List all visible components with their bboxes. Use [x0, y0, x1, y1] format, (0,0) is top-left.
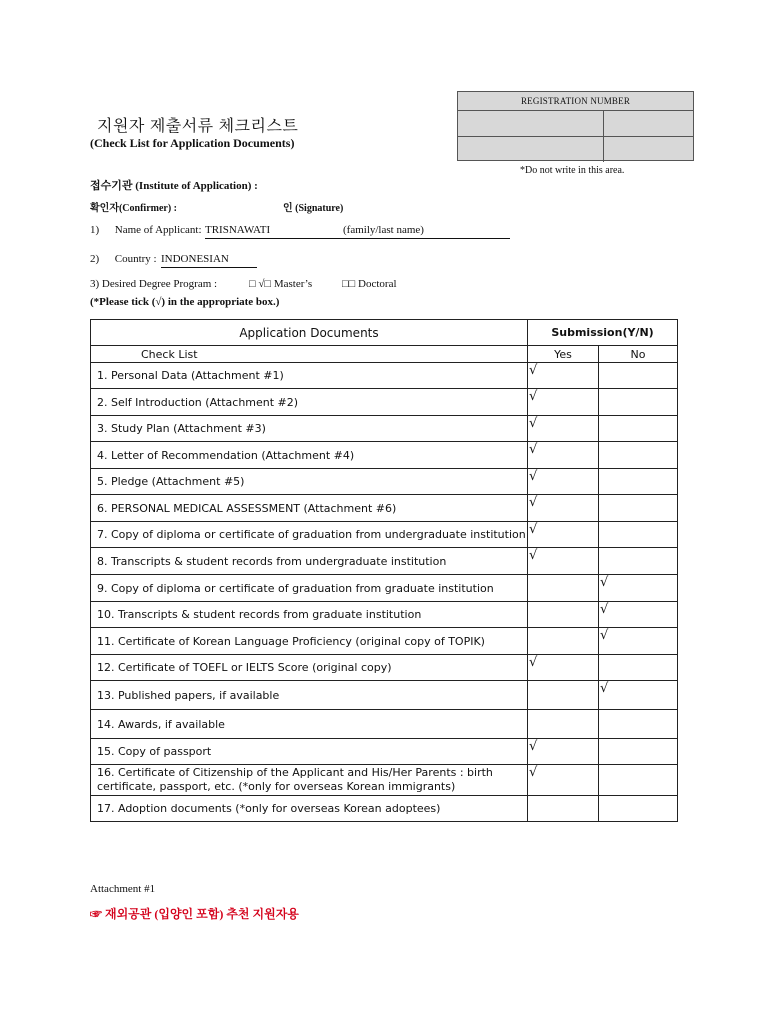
document-label: 4. Letter of Recommendation (Attachment #4): [91, 442, 528, 469]
yes-cell[interactable]: [528, 628, 599, 655]
no-cell[interactable]: [599, 416, 678, 442]
institute-label-korean: 접수기관: [90, 180, 133, 192]
applicant-name-label: Name of Applicant:: [114, 224, 202, 236]
page-title-korean: 지원자 제출서류 체크리스트: [97, 118, 299, 135]
yes-cell[interactable]: √: [528, 389, 599, 416]
no-cell[interactable]: √: [599, 575, 678, 602]
yes-cell[interactable]: √: [528, 469, 599, 495]
table-row: [91, 442, 678, 469]
no-cell[interactable]: [599, 495, 678, 522]
table-row: [91, 710, 678, 739]
yes-cell[interactable]: √: [528, 363, 599, 389]
yes-cell[interactable]: √: [528, 416, 599, 442]
institute-line: [90, 177, 258, 193]
document-label: 10. Transcripts & student records from graduate institution: [91, 602, 528, 628]
institute-label-english: (Institute of Application) :: [135, 180, 258, 192]
no-cell[interactable]: [599, 363, 678, 389]
document-label: 9. Copy of diploma or certificate of graduation from graduate institution: [91, 575, 528, 602]
document-label: 12. Certificate of TOEFL or IELTS Score (original copy): [91, 655, 528, 681]
yes-cell[interactable]: √: [528, 442, 599, 469]
country-label: Country :: [114, 253, 157, 265]
table-row: [91, 739, 678, 765]
registration-cell: [604, 111, 693, 136]
table-row: [91, 796, 678, 822]
yes-cell[interactable]: [528, 575, 599, 602]
degree-program-label: 3) Desired Degree Program :: [90, 278, 218, 290]
no-cell[interactable]: [599, 548, 678, 575]
no-cell[interactable]: [599, 469, 678, 495]
no-cell[interactable]: [599, 710, 678, 739]
yes-cell[interactable]: √: [528, 739, 599, 765]
document-label: 17. Adoption documents (*only for overseas Korean adoptees): [91, 796, 528, 822]
document-label: 14. Awards, if available: [91, 710, 528, 739]
document-label: 16. Certificate of Citizenship of the Applicant and His/Her Parents : birth certificate, passport, etc. (*only for overseas Korean immigrants): [91, 765, 528, 796]
document-label: 13. Published papers, if available: [91, 681, 528, 710]
yes-cell[interactable]: [528, 796, 599, 822]
yes-cell[interactable]: [528, 602, 599, 628]
table-subheader-row: [91, 346, 678, 363]
no-cell[interactable]: √: [599, 602, 678, 628]
doctoral-checkbox[interactable]: □□ Doctoral: [342, 278, 397, 290]
document-label: 1. Personal Data (Attachment #1): [91, 363, 528, 389]
tick-instruction: (*Please tick (√) in the appropriate box.): [90, 296, 280, 308]
confirmer-label: 확인자(Confirmer) :: [90, 203, 178, 214]
yes-cell[interactable]: √: [528, 522, 599, 548]
yes-cell[interactable]: [528, 710, 599, 739]
registration-cell: [458, 111, 604, 136]
table-row: [91, 522, 678, 548]
yes-header: Yes: [528, 346, 599, 363]
table-row: [91, 416, 678, 442]
country-field[interactable]: INDONESIAN: [161, 253, 257, 268]
attachment-note-korean: ☞ 재외공관 (입양인 포함) 추천 지원자용: [90, 907, 299, 921]
document-label: 3. Study Plan (Attachment #3): [91, 416, 528, 442]
page-title-english: (Check List for Application Documents): [90, 136, 295, 150]
checklist-header: Check List: [91, 346, 528, 363]
table-row: [91, 495, 678, 522]
no-cell[interactable]: [599, 655, 678, 681]
applicant-name-field[interactable]: TRISNAWATI: [205, 224, 510, 239]
documents-table: [90, 319, 678, 822]
yes-cell[interactable]: √: [528, 495, 599, 522]
document-label: 8. Transcripts & student records from undergraduate institution: [91, 548, 528, 575]
table-row: [91, 389, 678, 416]
table-row: [91, 628, 678, 655]
no-cell[interactable]: [599, 765, 678, 796]
no-cell[interactable]: [599, 739, 678, 765]
table-header-row: [91, 320, 678, 346]
registration-row: [458, 111, 693, 137]
field-number: 1): [90, 224, 100, 236]
table-row: [91, 655, 678, 681]
field-number: 2): [90, 253, 100, 265]
no-cell[interactable]: [599, 389, 678, 416]
yes-cell[interactable]: √: [528, 765, 599, 796]
document-label: 11. Certificate of Korean Language Proficiency (original copy of TOPIK): [91, 628, 528, 655]
registration-cell: [458, 137, 604, 162]
attachment-label: Attachment #1: [90, 883, 156, 895]
document-label: 15. Copy of passport: [91, 739, 528, 765]
country-line: [90, 253, 157, 265]
table-row: [91, 363, 678, 389]
table-row: [91, 681, 678, 710]
no-cell[interactable]: √: [599, 628, 678, 655]
table-row: [91, 602, 678, 628]
yes-cell[interactable]: √: [528, 548, 599, 575]
registration-number-box: [457, 91, 694, 161]
no-cell[interactable]: [599, 522, 678, 548]
no-cell[interactable]: [599, 442, 678, 469]
registration-note: *Do not write in this area.: [520, 165, 625, 176]
document-label: 2. Self Introduction (Attachment #2): [91, 389, 528, 416]
no-cell[interactable]: √: [599, 681, 678, 710]
submission-header: Submission(Y/N): [528, 320, 678, 346]
yes-cell[interactable]: [528, 681, 599, 710]
table-row: [91, 575, 678, 602]
table-row: [91, 548, 678, 575]
no-cell[interactable]: [599, 796, 678, 822]
applicant-name-line: [90, 224, 202, 236]
table-row: [91, 469, 678, 495]
table-row: [91, 765, 678, 796]
registration-cell: [604, 137, 693, 162]
family-name-note: (family/last name): [343, 224, 424, 236]
document-label: 5. Pledge (Attachment #5): [91, 469, 528, 495]
masters-checkbox[interactable]: □ √□ Master’s: [249, 278, 313, 290]
application-documents-header: Application Documents: [91, 320, 528, 346]
no-header: No: [599, 346, 678, 363]
yes-cell[interactable]: √: [528, 655, 599, 681]
document-label: 7. Copy of diploma or certificate of graduation from undergraduate institution: [91, 522, 528, 548]
signature-label: 인 (Signature): [283, 203, 344, 214]
document-label: 6. PERSONAL MEDICAL ASSESSMENT (Attachment #6): [91, 495, 528, 522]
registration-row: [458, 137, 693, 162]
registration-number-label: REGISTRATION NUMBER: [458, 92, 693, 111]
